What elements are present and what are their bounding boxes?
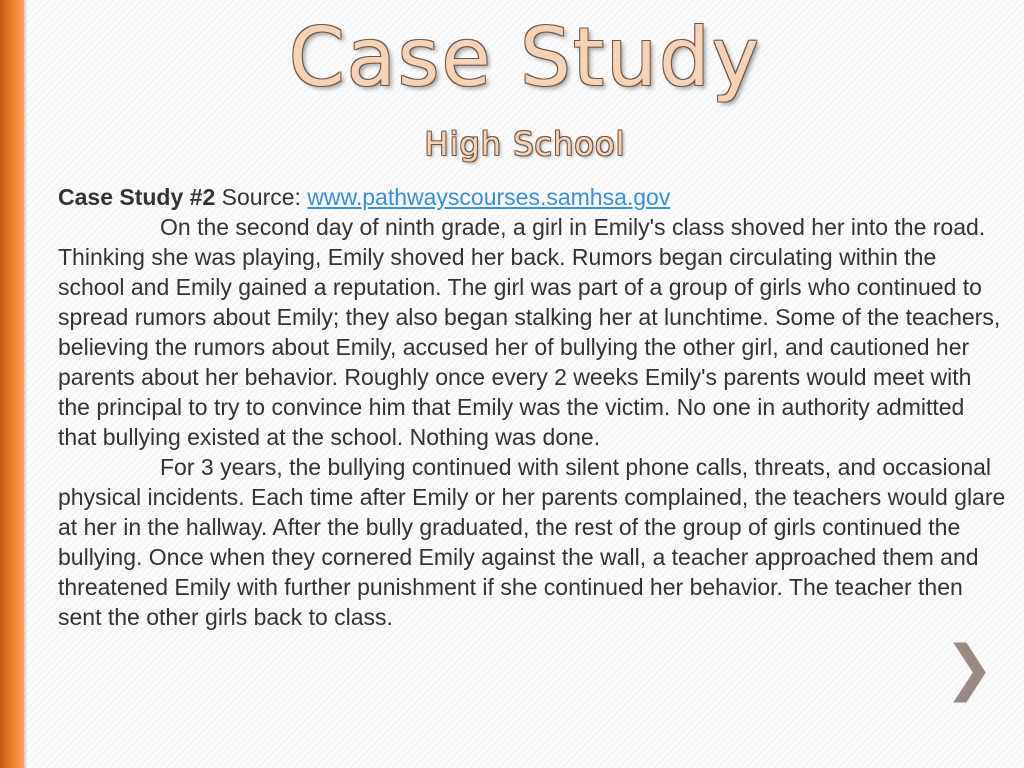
slide-subtitle: High School [424,125,626,163]
source-link[interactable]: www.pathwayscourses.samhsa.gov [307,184,671,210]
chevron-right-icon[interactable]: ❯ [944,633,995,703]
paragraph-two: For 3 years, the bullying continued with silent phone calls, threats, and occasional physical incidents. Each time after Emily or her parents complained, the teachers would glare at her in the hallway. After the bully graduated, the rest of the group of girls continued the bullying. Once when they cornered Emily against the wall, a teacher approached them and threatened Emily with further punishment if she continued her behavior. The teacher then sent the other girls back to class. [58,454,1006,630]
slide-body [58,182,1008,632]
paragraph-one: On the second day of ninth grade, a girl in Emily's class shoved her into the road. Thinking she was playing, Emily shoved her back. Rumors began circulating within the school and Emily gained a reputation. The girl was part of a group of girls who continued to spread rumors about Emily; they also began stalking her at lunchtime. Some of the teachers, believing the rumors about Emily, accused her of bullying the other girl, and cautioned her parents about her behavior. Roughly once every 2 weeks Emily's parents would meet with the principal to try to convince him that Emily was the victim. No one in authority admitted that bullying existed at the school. Nothing was done. [58,214,1001,450]
accent-bar [0,0,24,768]
slide-title: Case Study [288,11,762,104]
source-line [58,182,1008,212]
source-label: Source: [221,184,301,210]
case-study-label: Case Study #2 [58,184,216,210]
accent-bar-shadow [24,0,28,768]
